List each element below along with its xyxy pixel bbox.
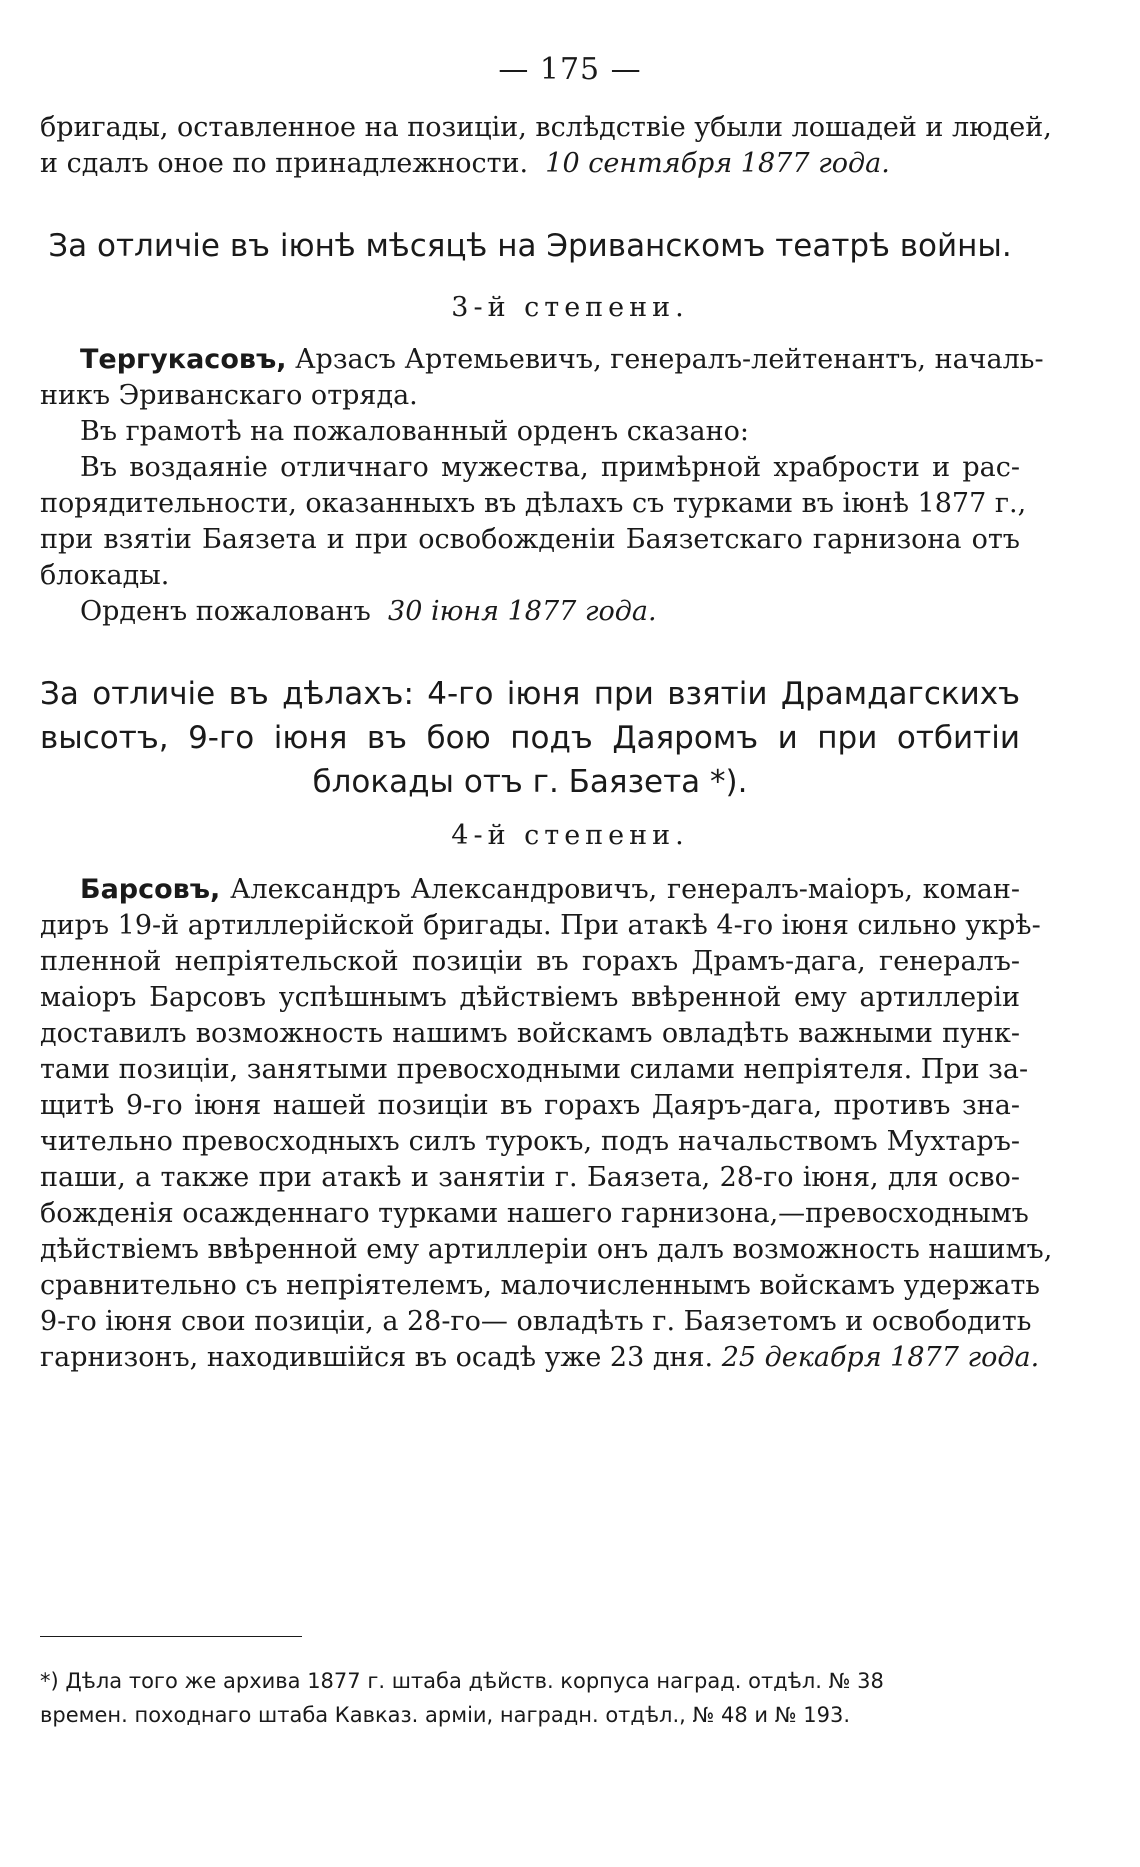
section1-line-4: Въ воздаяніе отличнаго мужества, примѣрной храбрости и рас-: [80, 452, 1020, 483]
section1-award-date: 30 іюня 1877 года.: [388, 596, 657, 627]
footnote-line-2: времен. походнаго штаба Кавказ. арміи, наградн. отдѣл., № 48 и № 193.: [40, 1703, 851, 1727]
section1-degree: 3-й степени.: [451, 292, 689, 323]
section1-line-2: никъ Эриванскаго отряда.: [40, 380, 418, 411]
section1-line-5: порядительности, оказанныхъ въ дѣлахъ съ турками въ іюнѣ 1877 г.,: [40, 488, 1027, 519]
section2-heading-line-1: За отличіе въ дѣлахъ: 4-го іюня при взятіи Драмдагскихъ: [40, 676, 1020, 712]
section2-name: Барсовъ,: [80, 874, 221, 905]
intro-line-2: [40, 146, 1020, 182]
section2-line: тами позиціи, занятыми превосходными силами непріятеля. При за-: [40, 1054, 1029, 1085]
section2-heading-line-2: высотъ, 9-го іюня въ бою подъ Даяромъ и при отбитіи: [40, 720, 1020, 756]
intro-date: 10 сентября 1877 года.: [545, 148, 890, 179]
page-number: — 175 —: [498, 52, 642, 87]
section1-line-1-rest: Арзасъ Артемьевичъ, генералъ-лейтенантъ, началь-: [295, 344, 1044, 375]
section1-award-text: Орденъ пожалованъ: [80, 596, 371, 627]
section2-line-1-rest: Александръ Александровичъ, генералъ-маіоръ, коман-: [230, 874, 1020, 905]
footnote-rule: [40, 1636, 302, 1637]
section2-line: доставилъ возможность нашимъ войскамъ овладѣть важными пунк-: [40, 1018, 1020, 1049]
section2-heading-line-3: блокады отъ г. Баязета *).: [312, 764, 748, 800]
section1-heading: За отличіе въ іюнѣ мѣсяцѣ на Эриванскомъ театрѣ войны.: [48, 228, 1012, 264]
section2-line: чительно превосходныхъ силъ турокъ, подъ начальствомъ Мухтаръ-: [40, 1126, 1020, 1157]
section2-degree: 4-й степени.: [451, 820, 689, 851]
section2-line-1: [80, 872, 1020, 908]
section2-line: щитѣ 9-го іюня нашей позиціи въ горахъ Даяръ-дага, противъ зна-: [40, 1090, 1020, 1121]
section2-last-line: [40, 1340, 1040, 1376]
section1-award: [80, 594, 1020, 630]
intro-line-1: бригады, оставленное на позиціи, вслѣдствіе убыли лошадей и людей,: [40, 112, 1052, 143]
section2-line: сравнительно съ непріятелемъ, малочисленнымъ войскамъ удержать: [40, 1270, 1040, 1301]
section2-line: паши, а также при атакѣ и занятіи г. Баязета, 28-го іюня, для осво-: [40, 1162, 1020, 1193]
section1-line-3: Въ грамотѣ на пожалованный орденъ сказано:: [80, 416, 749, 447]
section1-line-7: блокады.: [40, 560, 170, 591]
section2-last-line-text: гарнизонъ, находившійся въ осадѣ уже 23 дня.: [40, 1342, 714, 1373]
section1-name: Тергукасовъ,: [80, 344, 287, 375]
intro-line-2-text: и сдалъ оное по принадлежности.: [40, 148, 529, 179]
footnote-line-1: *) Дѣла того же архива 1877 г. штаба дѣйств. корпуса наград. отдѣл. № 38: [40, 1669, 884, 1693]
section1-line-1: [80, 342, 1044, 378]
section1-line-6: при взятіи Баязета и при освобожденіи Баязетскаго гарнизона отъ: [40, 524, 1020, 555]
section2-line: маіоръ Барсовъ успѣшнымъ дѣйствіемъ ввѣренной ему артиллеріи: [40, 982, 1020, 1013]
section2-line: дѣйствіемъ ввѣренной ему артиллеріи онъ далъ возможность нашимъ,: [40, 1234, 1053, 1265]
section2-line: божденія осажденнаго турками нашего гарнизона,—превосходнымъ: [40, 1198, 1029, 1229]
section2-line: 9-го іюня свои позиціи, а 28-го— овладѣть г. Баязетомъ и освободить: [40, 1306, 1032, 1337]
section2-line: диръ 19-й артиллерійской бригады. При атакѣ 4-го іюня сильно укрѣ-: [40, 910, 1041, 941]
section2-date: 25 декабря 1877 года.: [721, 1342, 1040, 1373]
section2-line: пленной непріятельской позиціи въ горахъ Драмъ-дага, генералъ-: [40, 946, 1020, 977]
